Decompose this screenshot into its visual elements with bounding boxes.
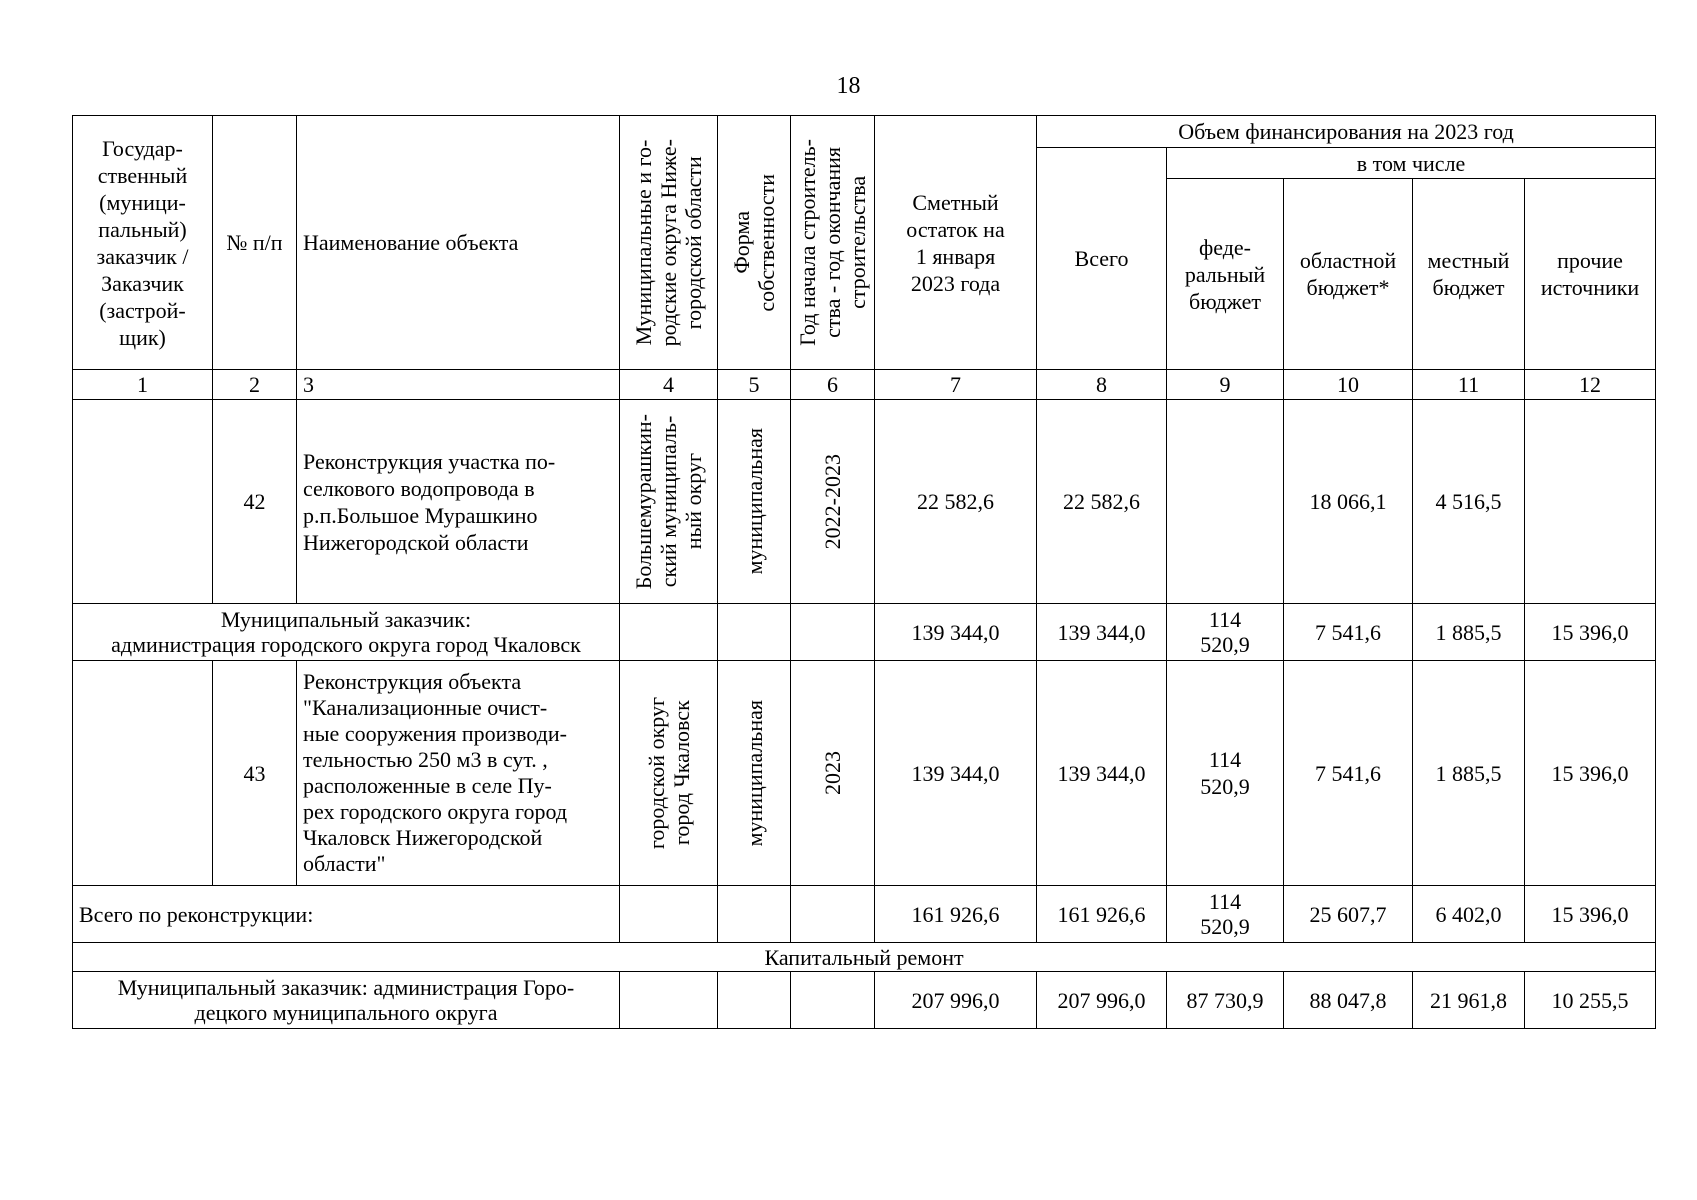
empty-cell [620,604,718,661]
other-cell: 15 396,0 [1525,661,1656,886]
federal-cell: 114 520,9 [1167,886,1284,943]
years-cell: 2023 [791,661,875,886]
local-cell: 6 402,0 [1413,886,1525,943]
section-row [73,943,1656,972]
customer-subtotal-row [73,604,1656,661]
total-label: Всего по реконструкции: [73,886,620,943]
empty-cell [620,972,718,1029]
local-cell: 1 885,5 [1413,604,1525,661]
empty-cell [791,886,875,943]
federal-cell [1167,400,1284,604]
col-number: 7 [875,370,1037,400]
regional-cell: 7 541,6 [1284,604,1413,661]
other-cell [1525,400,1656,604]
regional-cell: 7 541,6 [1284,661,1413,886]
district-cell: городской округ город Чкаловск [620,661,718,886]
header-customer: Государ- ственный (муници- пальный) заказчик / Заказчик (застрой- щик) [73,116,213,370]
header-name: Наименование объекта [297,116,620,370]
estimate-cell: 161 926,6 [875,886,1037,943]
section-heading: Капитальный ремонт [73,943,1656,972]
col-number: 3 [297,370,620,400]
col-number: 4 [620,370,718,400]
col-number: 8 [1037,370,1167,400]
col-number: 12 [1525,370,1656,400]
total-cell: 22 582,6 [1037,400,1167,604]
header-years: Год начала строитель- ства - год окончания строительства [791,116,875,370]
regional-cell: 18 066,1 [1284,400,1413,604]
district-cell: Большемурашкин- ский муниципаль- ный округ [620,400,718,604]
header-other: прочие источники [1525,179,1656,370]
table-row [73,661,1656,886]
header-financing: Объем финансирования на 2023 год [1037,116,1656,148]
header-total: Всего [1037,148,1167,370]
col-number: 1 [73,370,213,400]
local-cell: 4 516,5 [1413,400,1525,604]
header-local: местный бюджет [1413,179,1525,370]
customer-subtotal-row [73,972,1656,1029]
empty-cell [791,972,875,1029]
header-num: № п/п [213,116,297,370]
customer-cell [73,400,213,604]
empty-cell [620,886,718,943]
total-cell: 139 344,0 [1037,604,1167,661]
estimate-cell: 22 582,6 [875,400,1037,604]
header-districts: Муниципальные и го- родские округа Ниже- городской области [620,116,718,370]
empty-cell [718,886,791,943]
ownership-cell: муниципальная [718,400,791,604]
ownership-cell: муниципальная [718,661,791,886]
total-cell: 161 926,6 [1037,886,1167,943]
header-federal: феде- ральный бюджет [1167,179,1284,370]
row-num: 43 [213,661,297,886]
customer-cell [73,661,213,886]
col-number: 9 [1167,370,1284,400]
table-row [73,400,1656,604]
years-cell: 2022-2023 [791,400,875,604]
other-cell: 15 396,0 [1525,886,1656,943]
header-row [73,116,1656,148]
customer-label: Муниципальный заказчик: администрация городского округа город Чкаловск [73,604,620,661]
header-including: в том числе [1167,148,1656,179]
local-cell: 21 961,8 [1413,972,1525,1029]
object-name: Реконструкция объекта "Канализационные очист- ные сооружения производи- тельностью 250 м3 в сут. , расположенные в селе Пу- рех городского округа город Чкаловск Нижегородской области" [297,661,620,886]
object-name: Реконструкция участка по- селкового водопровода в р.п.Большое Мурашкино Нижегородской области [297,400,620,604]
total-cell: 139 344,0 [1037,661,1167,886]
header-ownership: Форма собственности [718,116,791,370]
other-cell: 10 255,5 [1525,972,1656,1029]
local-cell: 1 885,5 [1413,661,1525,886]
row-num: 42 [213,400,297,604]
federal-cell: 114 520,9 [1167,604,1284,661]
page-number: 18 [836,73,861,99]
empty-cell [791,604,875,661]
federal-cell: 87 730,9 [1167,972,1284,1029]
header-regional: областной бюджет* [1284,179,1413,370]
col-number: 2 [213,370,297,400]
header-estimate: Сметный остаток на 1 января 2023 года [875,116,1037,370]
col-number: 5 [718,370,791,400]
empty-cell [718,604,791,661]
col-number: 6 [791,370,875,400]
col-number: 11 [1413,370,1525,400]
estimate-cell: 139 344,0 [875,604,1037,661]
empty-cell [718,972,791,1029]
financing-table [72,115,1656,1029]
total-cell: 207 996,0 [1037,972,1167,1029]
customer-label: Муниципальный заказчик: администрация Горо- децкого муниципального округа [73,972,620,1029]
federal-cell: 114 520,9 [1167,661,1284,886]
estimate-cell: 139 344,0 [875,661,1037,886]
total-row [73,886,1656,943]
estimate-cell: 207 996,0 [875,972,1037,1029]
other-cell: 15 396,0 [1525,604,1656,661]
regional-cell: 88 047,8 [1284,972,1413,1029]
col-number: 10 [1284,370,1413,400]
regional-cell: 25 607,7 [1284,886,1413,943]
column-number-row [73,370,1656,400]
